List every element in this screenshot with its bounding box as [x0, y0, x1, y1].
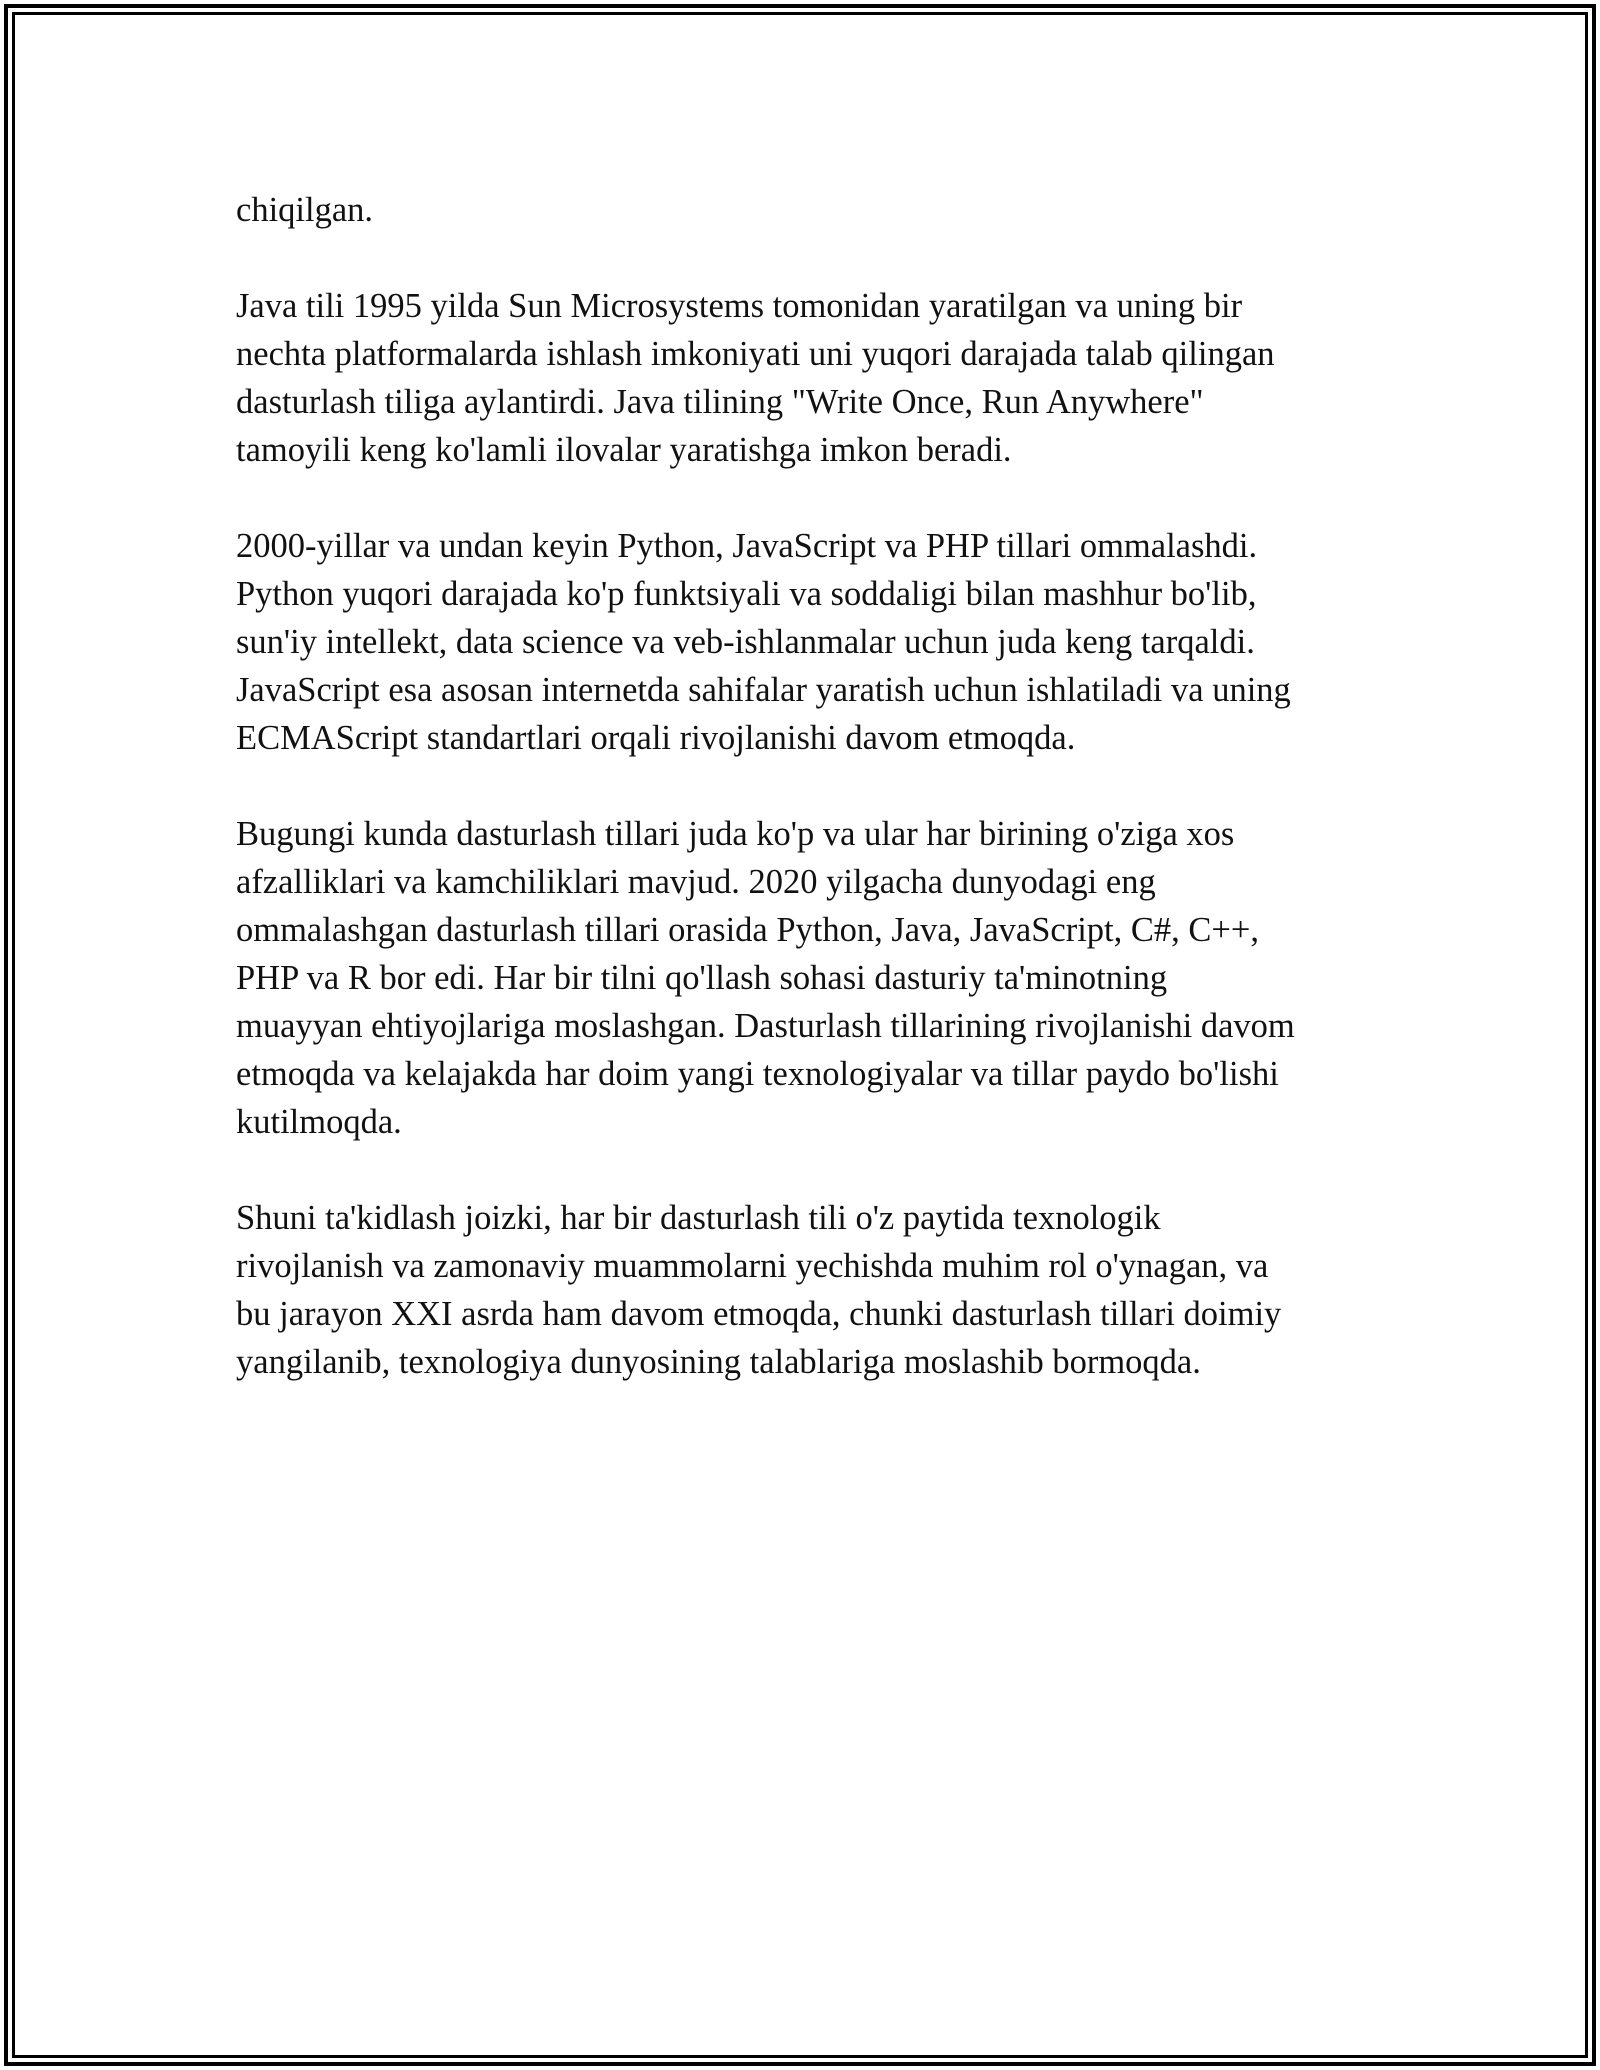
paragraph-java: Java tili 1995 yilda Sun Microsystems tomonidan yaratilgan va uning bir nechta platformalarda ishlash imkoniyati uni yuqori darajada talab qilingan dasturlash tiliga aylantirdi. Java tilining "Write Once, Run Anywhere" tamoyili keng ko'lamli ilovalar yaratishga imkon beradi.: [236, 287, 1275, 469]
paragraph-modern-languages: Bugungi kunda dasturlash tillari juda ko'p va ular har birining o'ziga xos afzalliklari va kamchiliklari mavjud. 2020 yilgacha dunyodagi eng ommalashgan dasturlash tillari orasida Python, Java, JavaScript, C#, C++, PHP va R bor edi. Har bir tilni qo'llash sohasi dasturiy ta'minotning muayyan ehtiyojlariga moslashgan. Dasturlash tillarining rivojlanishi davom etmoqda va kelajakda har doim yangi texnologiyalar va tillar paydo bo'lishi kutilmoqda.: [236, 815, 1295, 1141]
paragraph-conclusion: Shuni ta'kidlash joizki, har bir dasturlash tili o'z paytida texnologik rivojlanish va zamonaviy muammolarni yechishda muhim rol o'ynagan, va bu jarayon XXI asrda ham davom etmoqda, chunki dasturlash tillari doimiy yangilanib, texnologiya dunyosining talablariga moslashib bormoqda.: [236, 1199, 1282, 1381]
document-body: [236, 186, 1376, 1434]
paragraph-continuation: chiqilgan.: [236, 191, 374, 229]
paragraph-2000s-languages: 2000-yillar va undan keyin Python, JavaScript va PHP tillari ommalashdi. Python yuqori darajada ko'p funktsiyali va soddaligi bilan mashhur bo'lib, sun'iy intellekt, data science va veb-ishlanmalar uchun juda keng tarqaldi. JavaScript esa asosan internetda sahifalar yaratish uchun ishlatiladi va uning ECMAScript standartlari orqali rivojlanishi davom etmoqda.: [236, 527, 1291, 757]
